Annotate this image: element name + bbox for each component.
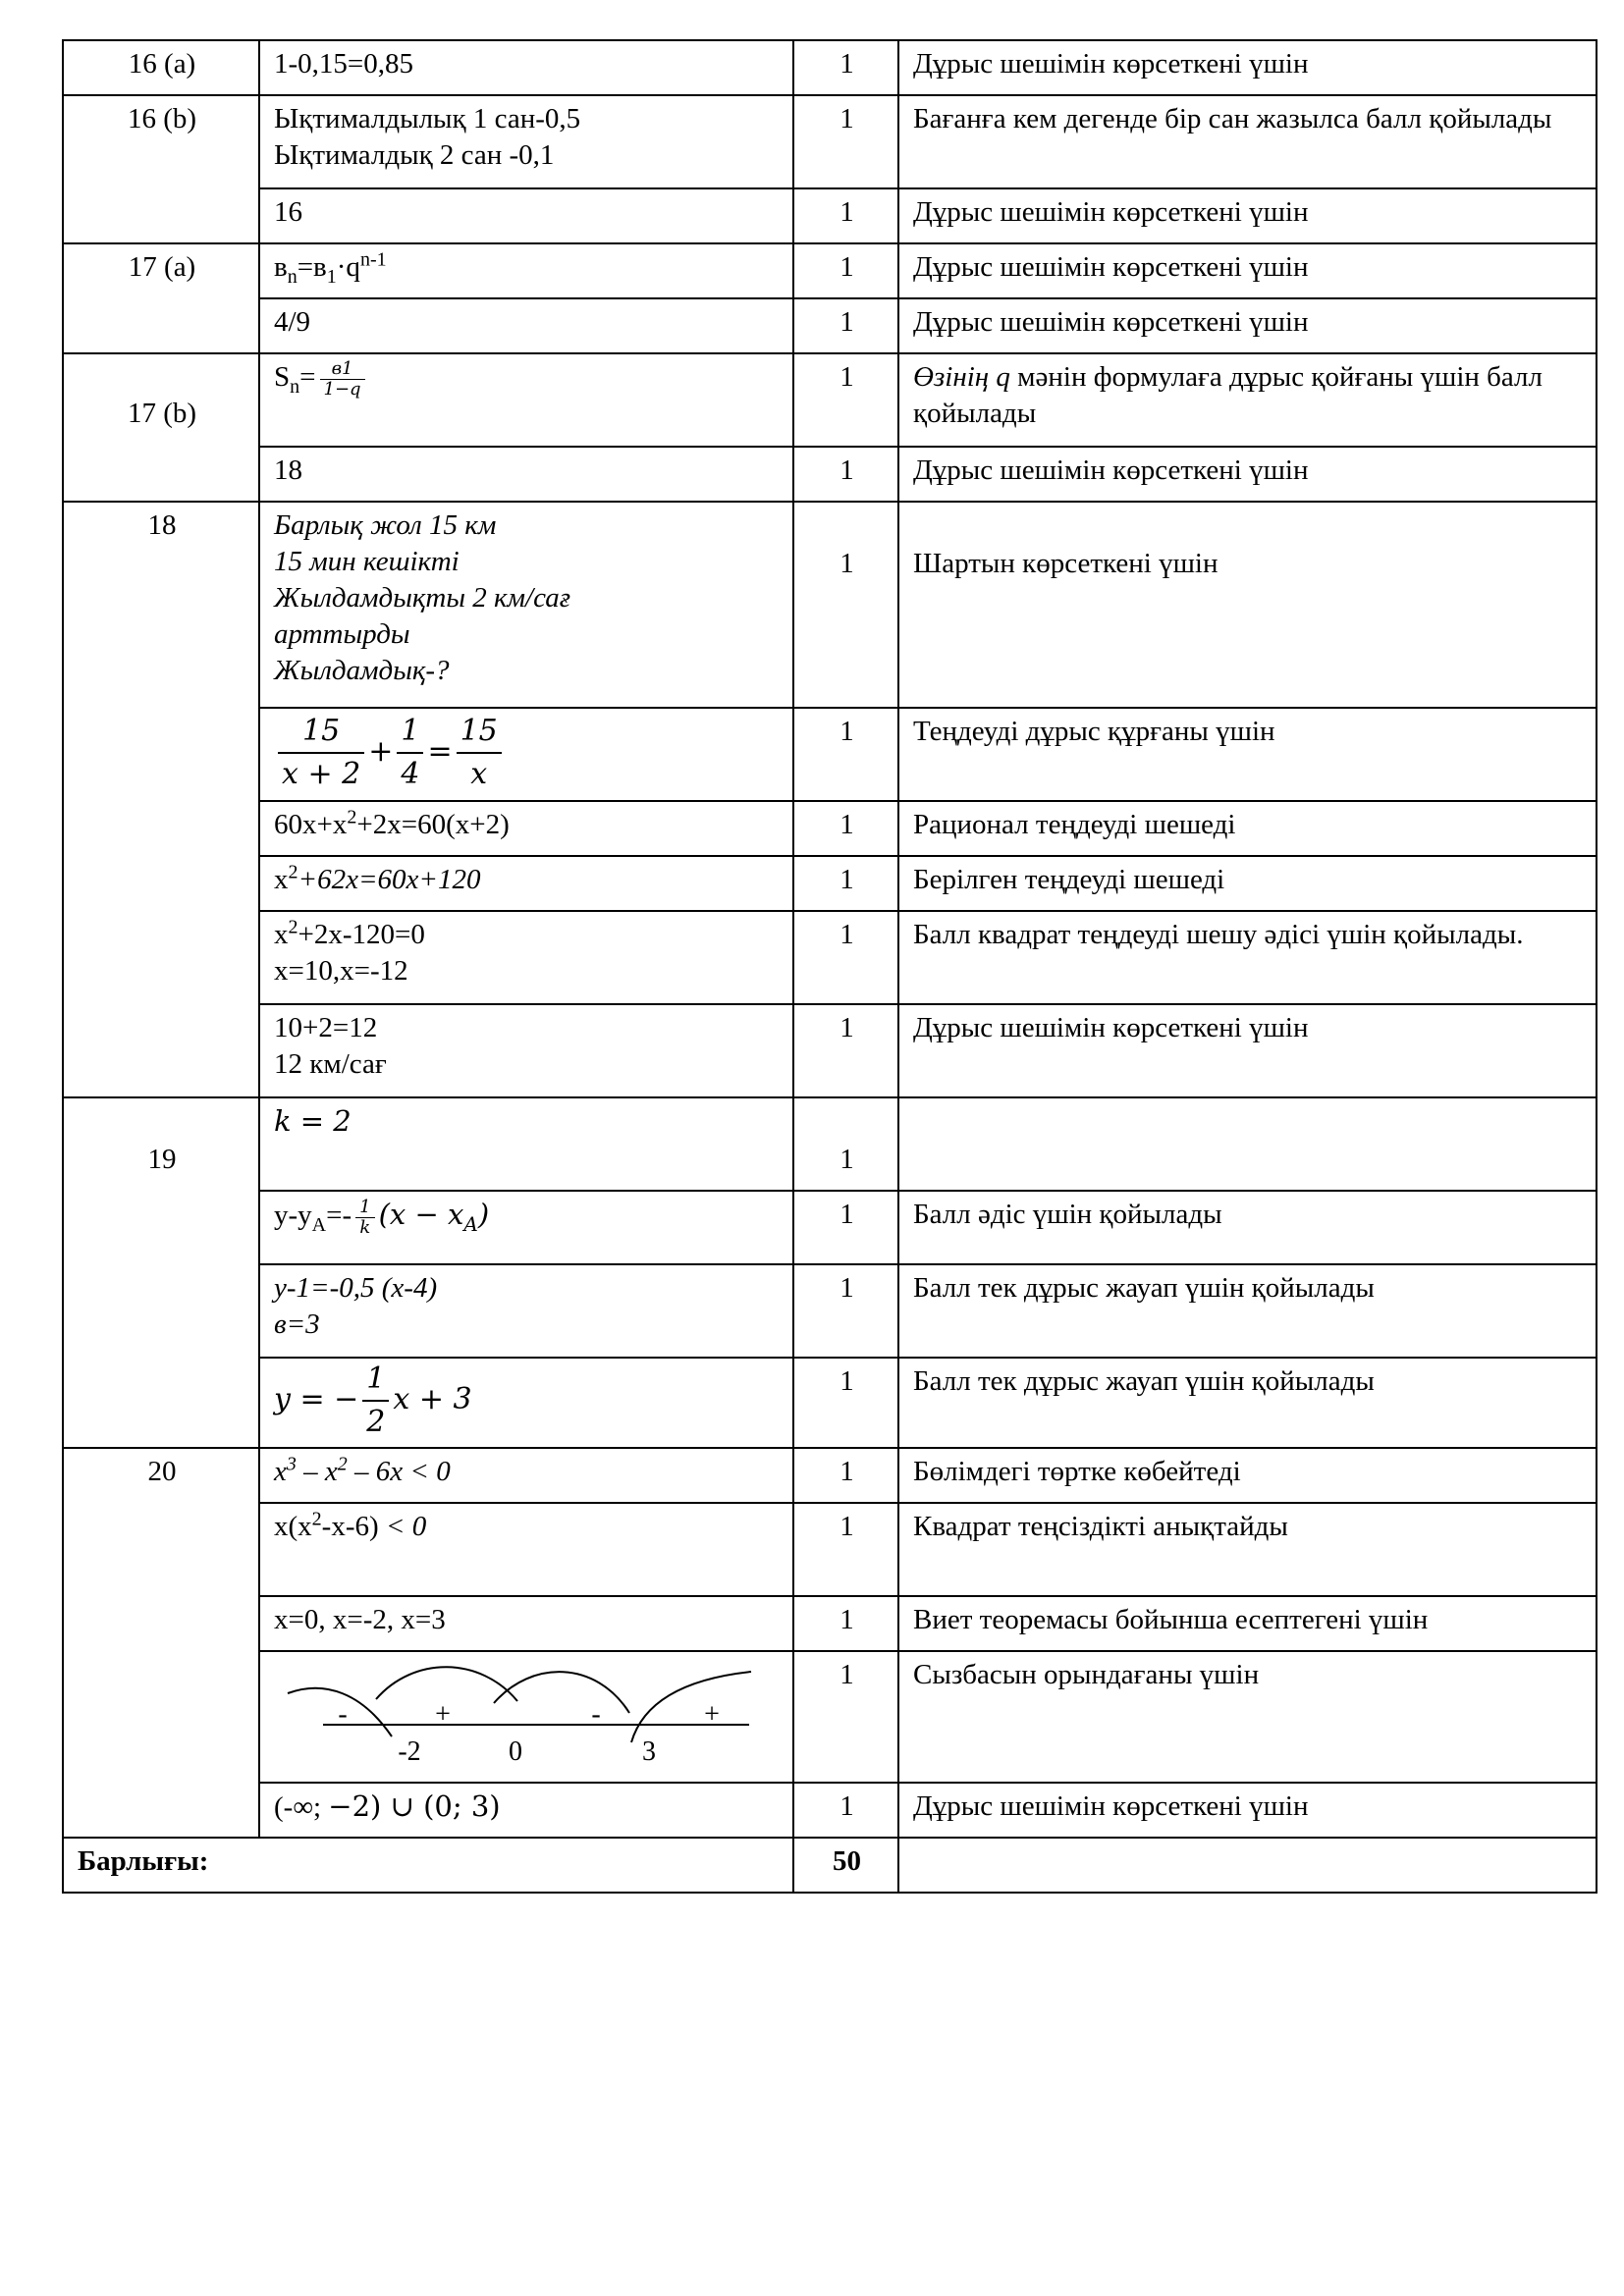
step-line: Ықтималдылық 1 сан-0,5 [274, 103, 581, 134]
formula-part: x [274, 919, 289, 950]
solution-step [259, 1004, 793, 1097]
formula-part: =- [326, 1200, 352, 1231]
formula-part: < 0 [385, 1511, 427, 1542]
formula-part: (x − x [378, 1198, 464, 1231]
formula-part: y = − [274, 1382, 359, 1416]
points: 1 [793, 1448, 898, 1503]
formula-part: x [274, 1456, 287, 1487]
solution-step [259, 1448, 793, 1503]
points: 1 [793, 708, 898, 801]
points: 1 [793, 1004, 898, 1097]
points: 1 [793, 1358, 898, 1448]
condition-line: Жылдамдықты 2 км/сағ [274, 582, 571, 614]
fraction-numerator: 1 [362, 1359, 389, 1402]
solution-step [259, 708, 793, 801]
row-19-4 [63, 1358, 1597, 1448]
fraction [278, 711, 364, 795]
row-18-4 [63, 856, 1597, 911]
interval-sign: + [435, 1699, 451, 1730]
solution-step [259, 1503, 793, 1596]
solution-step: x=0, x=-2, x=3 [259, 1596, 793, 1651]
fraction-numerator: 15 [457, 711, 502, 754]
solution-step [259, 1191, 793, 1264]
marking-note: Дұрыс шешімін көрсеткені үшін [898, 447, 1597, 502]
formula-part: – 6x < 0 [347, 1456, 451, 1487]
formula-exponent: 2 [337, 1453, 348, 1475]
marking-scheme-table [62, 39, 1597, 1894]
marking-note: Бағанға кем дегенде бір сан жазылса балл қойылады [898, 95, 1597, 188]
operator: = [427, 734, 453, 769]
marking-note: Квадрат теңсіздікті анықтайды [898, 1503, 1597, 1596]
marking-note: Балл тек дұрыс жауап үшін қойылады [898, 1358, 1597, 1448]
points: 1 [793, 502, 898, 708]
interval-sign: - [338, 1699, 348, 1730]
total-label: Барлығы: [63, 1838, 793, 1893]
marking-note: Виет теоремасы бойынша есептегені үшін [898, 1596, 1597, 1651]
task-number: 16 (a) [63, 40, 259, 95]
formula-subscript: A [463, 1211, 478, 1236]
row-18-1 [63, 502, 1597, 708]
fraction-numerator: 15 [278, 711, 364, 754]
sign-arc [631, 1672, 751, 1742]
task-number: 16 (b) [63, 95, 259, 243]
formula-exponent: 3 [286, 1453, 297, 1475]
points: 1 [793, 40, 898, 95]
fraction-numerator: в1 [320, 359, 365, 380]
marking-note: Дұрыс шешімін көрсеткені үшін [898, 1783, 1597, 1838]
row-16a [63, 40, 1597, 95]
row-18-2 [63, 708, 1597, 801]
points: 1 [793, 243, 898, 298]
row-17a-1 [63, 243, 1597, 298]
row-20-1 [63, 1448, 1597, 1503]
task-number: 17 (a) [63, 243, 259, 353]
formula-exponent: 2 [347, 806, 357, 828]
formula-part: +2x=60(x+2) [356, 809, 510, 840]
sign-chart-sketch [264, 1654, 785, 1778]
fraction [355, 1198, 374, 1238]
sign-arc [376, 1667, 517, 1701]
row-17b-2 [63, 447, 1597, 502]
formula-part: ·q [336, 251, 360, 283]
marking-note: Теңдеуді дұрыс құрғаны үшін [898, 708, 1597, 801]
marking-note: Берілген теңдеуді шешеді [898, 856, 1597, 911]
formula-subscript: n [287, 265, 298, 288]
formula-subscript: n [290, 375, 300, 398]
formula-exponent: 2 [288, 916, 298, 938]
points: 1 [793, 1596, 898, 1651]
points: 1 [793, 1783, 898, 1838]
fraction-denominator: x + 2 [282, 757, 361, 791]
marking-note: Сызбасын орындағаны үшін [898, 1651, 1597, 1783]
condition-line: Барлық жол 15 км [274, 509, 497, 541]
points: 1 [793, 1503, 898, 1596]
solution-step: 18 [259, 447, 793, 502]
step-line: 12 км/сағ [274, 1048, 387, 1080]
points: 1 [793, 447, 898, 502]
row-20-5 [63, 1783, 1597, 1838]
points: 1 [793, 911, 898, 1004]
formula-part: -x-6) [321, 1511, 386, 1542]
marking-note: Дұрыс шешімін көрсеткені үшін [898, 40, 1597, 95]
task-number: 17 (b) [63, 353, 259, 502]
solution-step [259, 1358, 793, 1448]
step-line [274, 917, 781, 953]
solution-step [259, 353, 793, 447]
row-20-4 [63, 1651, 1597, 1783]
marking-note: Балл тек дұрыс жауап үшін қойылады [898, 1264, 1597, 1358]
row-18-6 [63, 1004, 1597, 1097]
points: 1 [793, 856, 898, 911]
formula-part: +2x-120=0 [298, 919, 425, 950]
row-18-3 [63, 801, 1597, 856]
row-19-2 [63, 1191, 1597, 1264]
row-16b-1 [63, 95, 1597, 188]
solution-step [259, 856, 793, 911]
fraction-denominator: 1−q [323, 379, 361, 400]
root-label: 0 [509, 1736, 522, 1767]
formula-exponent: n-1 [359, 248, 387, 271]
fraction [457, 711, 502, 795]
row-20-2 [63, 1503, 1597, 1596]
step-line: 10+2=12 [274, 1012, 378, 1043]
row-16b-2 [63, 188, 1597, 243]
step-line: Ықтималдық 2 сан -0,1 [274, 139, 555, 171]
points: 1 [793, 298, 898, 353]
root-label: -2 [398, 1736, 421, 1767]
points: 1 [793, 1264, 898, 1358]
points: 1 [793, 95, 898, 188]
formula-part: x + 3 [393, 1382, 472, 1416]
marking-note: Балл әдіс үшін қойылады [898, 1191, 1597, 1264]
marking-note: Дұрыс шешімін көрсеткені үшін [898, 298, 1597, 353]
formula-part: ) [477, 1198, 490, 1231]
row-total [63, 1838, 1597, 1893]
fraction [320, 359, 365, 400]
marking-note: Дұрыс шешімін көрсеткені үшін [898, 188, 1597, 243]
task-number: 19 [63, 1097, 259, 1448]
marking-note: Бөлімдегі төртке көбейтеді [898, 1448, 1597, 1503]
row-17a-2 [63, 298, 1597, 353]
fraction-denominator: k [359, 1216, 371, 1238]
formula-exponent: 2 [311, 1508, 322, 1530]
points: 1 [793, 1651, 898, 1783]
fraction [362, 1359, 389, 1443]
formula-part: (-∞; [274, 1791, 329, 1823]
marking-note: Балл квадрат теңдеуді шешу әдісі үшін қойылады. [898, 911, 1597, 1004]
marking-note: Шартын көрсеткені үшін [898, 502, 1597, 708]
step-line: y-1=-0,5 (x-4) [274, 1272, 438, 1304]
root-label: 3 [642, 1736, 656, 1767]
interval-sign: - [591, 1699, 601, 1730]
solution-step: 16 [259, 188, 793, 243]
row-18-5 [63, 911, 1597, 1004]
solution-step [259, 911, 793, 1004]
formula-exponent: 2 [288, 861, 298, 883]
step-line: в=3 [274, 1308, 320, 1340]
fraction [397, 711, 423, 795]
points: 1 [793, 1097, 898, 1191]
formula-part: в [274, 251, 288, 283]
formula-part: =в [297, 251, 327, 283]
total-points: 50 [793, 1838, 898, 1893]
step-line: x=10,x=-12 [274, 955, 408, 987]
row-19-1 [63, 1097, 1597, 1191]
solution-step [259, 801, 793, 856]
condition-line: 15 мин кешікті [274, 546, 460, 577]
condition-line: Жылдамдық-? [274, 655, 450, 686]
formula-part: y-y [274, 1200, 312, 1231]
interval-sign: + [704, 1699, 720, 1730]
fraction-numerator: 1 [397, 711, 423, 754]
task-number: 20 [63, 1448, 259, 1838]
solution-step [259, 95, 793, 188]
row-17b-1 [63, 353, 1597, 447]
formula-part: = [299, 361, 316, 394]
marking-note: Дұрыс шешімін көрсеткені үшін [898, 243, 1597, 298]
solution-step [259, 243, 793, 298]
marking-note: Дұрыс шешімін көрсеткені үшін [898, 1004, 1597, 1097]
points: 1 [793, 188, 898, 243]
marking-note [898, 353, 1597, 447]
fraction-denominator: 2 [366, 1405, 386, 1439]
sign-arc [494, 1672, 629, 1713]
note-italic: Өзінің q [913, 361, 1010, 393]
note-text: мәнін формулаға дұрыс қойғаны үшін балл қойылады [913, 361, 1543, 429]
solution-step [259, 1264, 793, 1358]
formula-part: +62x=60x+120 [298, 864, 481, 895]
formula-part: S [274, 361, 291, 394]
fraction-denominator: 4 [401, 757, 420, 791]
task-number: 18 [63, 502, 259, 1097]
marking-note: Рационал теңдеуді шешеді [898, 801, 1597, 856]
row-20-3 [63, 1596, 1597, 1651]
condition-line: арттырды [274, 618, 410, 650]
solution-step [259, 502, 793, 708]
formula-part: 60x+x [274, 809, 348, 840]
solution-step: 1-0,15=0,85 [259, 40, 793, 95]
solution-step [259, 1783, 793, 1838]
formula-part: −2) ∪ (0; 3) [328, 1789, 501, 1823]
points: 1 [793, 353, 898, 447]
solution-step [259, 1651, 793, 1783]
formula-part: – x [296, 1456, 338, 1487]
marking-note [898, 1838, 1597, 1893]
points: 1 [793, 801, 898, 856]
marking-note [898, 1097, 1597, 1191]
formula-part: x [274, 864, 289, 895]
points: 1 [793, 1191, 898, 1264]
formula-subscript: A [311, 1213, 327, 1236]
solution-step: 4/9 [259, 298, 793, 353]
operator: + [368, 734, 394, 769]
fraction-denominator: x [470, 757, 488, 791]
row-19-3 [63, 1264, 1597, 1358]
formula-part: x(x [274, 1511, 312, 1542]
solution-step: k = 2 [259, 1097, 793, 1191]
fraction-numerator: 1 [355, 1198, 374, 1218]
formula-subscript: 1 [326, 265, 337, 288]
